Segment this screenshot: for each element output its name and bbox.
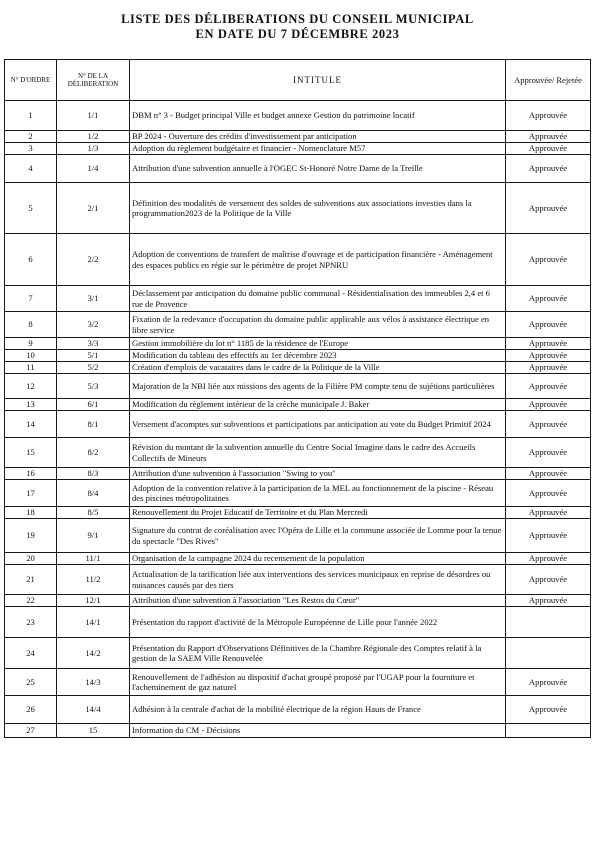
deliberation-title: Modification du tableau des effectifs au 1er décembre 2023 [130,350,506,362]
deliberation-number: 5/3 [57,374,130,399]
deliberation-title: Présentation du Rapport d'Observations Définitives de la Chambre Régionale des Comptes relatif à la gestion de la SAEM Ville Renouvelée [130,638,506,669]
row-number: 23 [5,607,57,638]
row-number: 12 [5,374,57,399]
table-row [5,399,591,411]
deliberation-number: 9/1 [57,519,130,553]
header-deliberation: N° DE LA DÉLIBERATION [57,60,130,101]
deliberation-title: BP 2024 - Ouverture des crédits d'investissement par anticipation [130,131,506,143]
table-row [5,468,591,480]
deliberation-number: 11/2 [57,565,130,595]
table-row [5,480,591,507]
deliberation-title: Attribution d'une subvention à l'association "Swing to you" [130,468,506,480]
deliberation-number: 8/3 [57,468,130,480]
deliberation-status: Approuvée [506,480,591,507]
deliberation-number: 3/3 [57,338,130,350]
deliberation-title: Définition des modalités de versement des soldes de subventions aux associations investies dans la programmation2023 de la Politique de la Ville [130,183,506,234]
table-row [5,553,591,565]
deliberation-status [506,724,591,738]
row-number: 26 [5,696,57,724]
header-status: Approuvée/ Rejetée [506,60,591,101]
row-number: 7 [5,286,57,312]
deliberation-number: 14/3 [57,669,130,696]
deliberation-status: Approuvée [506,234,591,286]
deliberation-status: Approuvée [506,399,591,411]
row-number: 10 [5,350,57,362]
header-intitule: INTITULE [130,60,506,101]
deliberation-title: Révision du montant de la subvention annuelle du Centre Social Imagine dans le cadre des Accueils Collectifs de Mineurs [130,438,506,468]
table-row [5,519,591,553]
deliberation-status: Approuvée [506,468,591,480]
deliberation-status: Approuvée [506,155,591,183]
deliberation-title: Gestion immobilière du lot n° 1185 de la résidence de l'Europe [130,338,506,350]
table-row [5,724,591,738]
deliberation-number: 1/4 [57,155,130,183]
deliberation-status: Approuvée [506,507,591,519]
deliberations-table [4,59,591,738]
table-row [5,438,591,468]
deliberation-number: 6/1 [57,399,130,411]
deliberation-number: 8/4 [57,480,130,507]
deliberation-title: Déclassement par anticipation du domaine public communal - Résidentialisation des immeubles 2,4 et 6 rue de Provence [130,286,506,312]
row-number: 20 [5,553,57,565]
table-row [5,350,591,362]
deliberation-title: Signature du contrat de coréalisation avec l'Opéra de Lille et la commune associée de Lomme pour la tenue du spectacle "Des Rives" [130,519,506,553]
deliberation-status: Approuvée [506,338,591,350]
row-number: 5 [5,183,57,234]
deliberation-title: Adoption de conventions de transfert de maîtrise d'ouvrage et de participation financière - Aménagement des espaces publics en régie sur le périmètre de projet NPNRU [130,234,506,286]
table-row [5,183,591,234]
row-number: 2 [5,131,57,143]
deliberation-status: Approuvée [506,696,591,724]
deliberation-title: Adoption du règlement budgétaire et financier - Nomenclature M57 [130,143,506,155]
row-number: 14 [5,411,57,438]
deliberation-status: Approuvée [506,669,591,696]
deliberation-status: Approuvée [506,519,591,553]
deliberation-title: Attribution d'une subvention annuelle à l'OGEC St-Honoré Notre Dame de la Treille [130,155,506,183]
row-number: 18 [5,507,57,519]
deliberation-number: 1/2 [57,131,130,143]
row-number: 16 [5,468,57,480]
deliberation-number: 5/1 [57,350,130,362]
row-number: 4 [5,155,57,183]
table-row [5,669,591,696]
table-row [5,696,591,724]
row-number: 17 [5,480,57,507]
deliberation-number: 14/4 [57,696,130,724]
deliberation-number: 1/1 [57,101,130,131]
row-number: 24 [5,638,57,669]
document-title: LISTE DES DÉLIBERATIONS DU CONSEIL MUNICIPAL [121,12,474,26]
header-ordre: N° D'ORDRE [5,60,57,101]
row-number: 25 [5,669,57,696]
deliberation-number: 12/1 [57,595,130,607]
table-row [5,374,591,399]
deliberation-title: Information du CM - Décisions [130,724,506,738]
document-subtitle: EN DATE DU 7 DÉCEMBRE 2023 [195,27,400,41]
deliberation-status: Approuvée [506,286,591,312]
deliberation-title: Attribution d'une subvention à l'association "Les Restos du Cœur" [130,595,506,607]
deliberation-title: Actualisation de la tarification liée aux interventions des services municipaux en reprise de désordres ou nuisances causés par des tiers [130,565,506,595]
deliberation-title: Renouvellement du Projet Educatif de Territoire et du Plan Mercredi [130,507,506,519]
deliberation-title: Modification du règlement intérieur de la crèche municipale J. Baker [130,399,506,411]
table-row [5,638,591,669]
table-row [5,312,591,338]
deliberation-status: Approuvée [506,312,591,338]
table-row [5,565,591,595]
deliberation-title: Adoption de la convention relative à la participation de la MEL au fonctionnement de la piscine - Réseau des piscines métropolitaines [130,480,506,507]
table-row [5,155,591,183]
deliberation-title: Renouvellement de l'adhésion au dispositif d'achat groupé proposé par l'UGAP pour la fourniture et l'acheminement de gaz naturel [130,669,506,696]
table-row [5,131,591,143]
row-number: 11 [5,362,57,374]
deliberation-status: Approuvée [506,411,591,438]
deliberation-title: Versement d'acomptes sur subventions et participations par anticipation au vote du Budget Primitif 2024 [130,411,506,438]
row-number: 15 [5,438,57,468]
deliberation-number: 8/5 [57,507,130,519]
row-number: 8 [5,312,57,338]
table-row [5,595,591,607]
deliberation-title: DBM n° 3 - Budget principal Ville et budget annexe Gestion du patrimoine locatif [130,101,506,131]
row-number: 22 [5,595,57,607]
table-row [5,101,591,131]
deliberation-number: 3/2 [57,312,130,338]
deliberation-title: Création d'emplois de vacataires dans le cadre de la Politique de la Ville [130,362,506,374]
deliberation-title: Fixation de la redevance d'occupation du domaine public applicable aux vélos à assistance électrique en libre service [130,312,506,338]
deliberation-status: Approuvée [506,438,591,468]
deliberation-number: 8/1 [57,411,130,438]
deliberation-status [506,607,591,638]
table-body [5,101,591,738]
row-number: 27 [5,724,57,738]
deliberation-status: Approuvée [506,143,591,155]
table-row [5,362,591,374]
deliberation-number: 11/1 [57,553,130,565]
deliberation-status: Approuvée [506,565,591,595]
deliberation-number: 2/1 [57,183,130,234]
table-row [5,143,591,155]
deliberation-status: Approuvée [506,183,591,234]
row-number: 3 [5,143,57,155]
deliberation-status: Approuvée [506,101,591,131]
deliberation-status: Approuvée [506,131,591,143]
table-row [5,507,591,519]
deliberation-title: Organisation de la campagne 2024 du recensement de la population [130,553,506,565]
deliberation-title: Adhésion à la centrale d'achat de la mobilité électrique de la région Hauts de France [130,696,506,724]
deliberation-number: 1/3 [57,143,130,155]
deliberation-number: 15 [57,724,130,738]
row-number: 1 [5,101,57,131]
table-row [5,411,591,438]
deliberation-status [506,638,591,669]
deliberation-number: 2/2 [57,234,130,286]
table-row [5,234,591,286]
row-number: 13 [5,399,57,411]
row-number: 9 [5,338,57,350]
row-number: 21 [5,565,57,595]
table-row [5,607,591,638]
table-header-row [5,60,591,101]
deliberation-number: 14/1 [57,607,130,638]
deliberation-status: Approuvée [506,595,591,607]
deliberation-status: Approuvée [506,350,591,362]
deliberation-status: Approuvée [506,553,591,565]
row-number: 6 [5,234,57,286]
deliberation-title: Présentation du rapport d'activité de la Métropole Européenne de Lille pour l'année 2022 [130,607,506,638]
table-row [5,338,591,350]
row-number: 19 [5,519,57,553]
deliberation-number: 8/2 [57,438,130,468]
deliberation-title: Majoration de la NBI liée aux missions des agents de la Filière PM compte tenu de sujétions particulières [130,374,506,399]
deliberation-number: 14/2 [57,638,130,669]
deliberation-number: 5/2 [57,362,130,374]
deliberation-status: Approuvée [506,374,591,399]
deliberation-number: 3/1 [57,286,130,312]
deliberation-status: Approuvée [506,362,591,374]
table-row [5,286,591,312]
